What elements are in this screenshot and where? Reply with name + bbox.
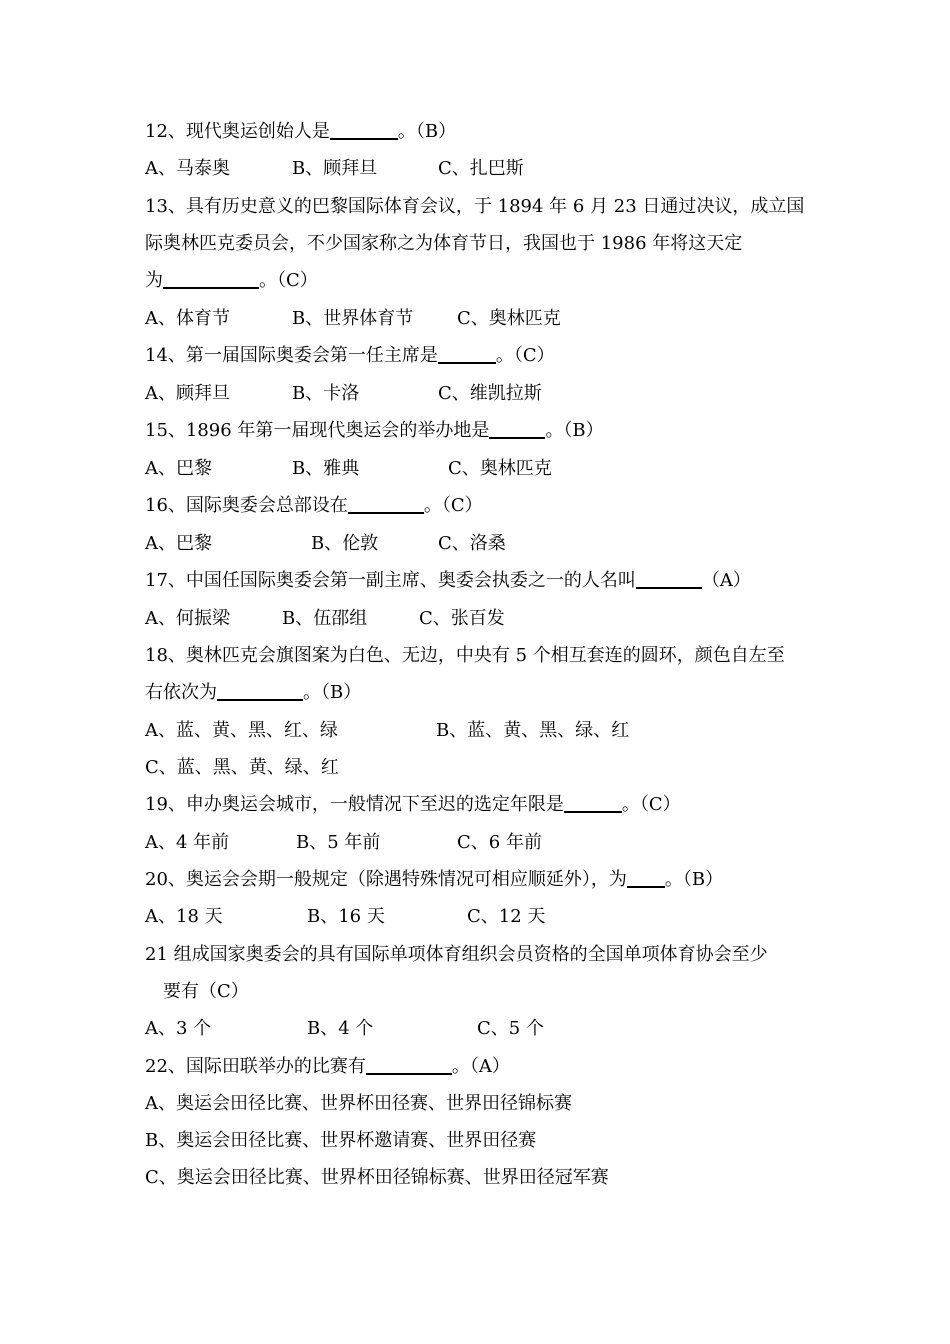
option-c: C、奥林匹克 — [457, 308, 561, 329]
question-20 — [145, 868, 723, 892]
option-b: B、世界体育节 — [292, 308, 414, 329]
answer-blank — [217, 681, 303, 701]
question-12 — [145, 120, 456, 144]
option-a: A、3 个 — [145, 1018, 212, 1039]
question-16 — [145, 494, 483, 518]
question-text: 12、现代奥运创始人是 — [145, 121, 330, 142]
option-b: B、5 年前 — [296, 832, 381, 853]
option-a: A、4 年前 — [145, 832, 230, 853]
option-c: C、洛桑 — [438, 533, 506, 554]
option-a: A、奥运会田径比赛、世界杯田径赛、世界田径锦标赛 — [145, 1093, 572, 1114]
question-14 — [145, 344, 555, 368]
question-18-line-1: 18、奥林匹克会旗图案为白色、无边，中央有 5 个相互套连的圆环，颜色自左至 — [145, 645, 785, 666]
question-13-line-3 — [145, 269, 318, 293]
option-a: A、顾拜旦 — [145, 383, 230, 404]
option-b: B、奥运会田径比赛、世界杯邀请赛、世界田径赛 — [145, 1130, 537, 1151]
option-a: A、体育节 — [145, 308, 230, 329]
question-text: 16、国际奥委会总部设在 — [145, 495, 348, 516]
option-b: B、4 个 — [307, 1018, 374, 1039]
answer-key: 。（B） — [545, 420, 604, 441]
option-c: C、张百发 — [419, 608, 505, 629]
option-c: C、维凯拉斯 — [438, 383, 542, 404]
answer-blank — [330, 120, 398, 140]
answer-key: 。（A） — [451, 1056, 510, 1077]
question-text: 15、1896 年第一届现代奥运会的举办地是 — [145, 420, 490, 441]
option-a: A、马泰奥 — [145, 158, 230, 179]
question-21-line-2: 要有（C） — [163, 981, 249, 1002]
option-b: B、蓝、黄、黑、绿、红 — [436, 720, 630, 741]
option-a: A、蓝、黄、黑、红、绿 — [145, 720, 338, 741]
option-b: B、伦敦 — [311, 533, 379, 554]
option-b: B、顾拜旦 — [292, 158, 378, 179]
question-15 — [145, 419, 604, 443]
question-17 — [145, 569, 751, 593]
option-c: C、奥林匹克 — [448, 458, 552, 479]
question-19 — [145, 793, 681, 817]
option-c: C、5 个 — [477, 1018, 544, 1039]
option-c: C、6 年前 — [457, 832, 542, 853]
answer-key: 。（B） — [303, 682, 362, 703]
answer-key: 。（B） — [664, 869, 724, 890]
question-text: 20、奥运会会期一般规定（除遇特殊情况可相应顺延外），为 — [145, 869, 627, 890]
question-text: 为 — [145, 270, 163, 291]
option-a: A、18 天 — [145, 906, 223, 927]
answer-blank — [348, 494, 424, 514]
answer-key: 。（B） — [397, 121, 457, 142]
option-c: C、扎巴斯 — [438, 158, 524, 179]
answer-blank — [489, 419, 545, 439]
option-a: A、何振梁 — [145, 608, 230, 629]
answer-blank — [627, 868, 665, 888]
answer-blank — [163, 269, 259, 289]
answer-key: 。（C） — [495, 345, 555, 366]
option-a: A、巴黎 — [145, 458, 212, 479]
option-c: C、蓝、黑、黄、绿、红 — [145, 757, 339, 778]
answer-blank — [366, 1055, 452, 1075]
question-22 — [145, 1055, 510, 1079]
option-c: C、奥运会田径比赛、世界杯田径锦标赛、世界田径冠军赛 — [145, 1167, 609, 1188]
question-text: 17、中国任国际奥委会第一副主席、奥委会执委之一的人名叫 — [145, 570, 636, 591]
question-13-line-2: 际奥林匹克委员会，不少国家称之为体育节日，我国也于 1986 年将这天定 — [145, 233, 743, 254]
option-b: B、雅典 — [292, 458, 360, 479]
answer-key: 。（C） — [423, 495, 483, 516]
question-13-line-1: 13、具有历史意义的巴黎国际体育会议，于 1894 年 6 月 23 日通过决议，成立国 — [145, 196, 805, 217]
option-b: B、伍邵组 — [282, 608, 368, 629]
answer-blank — [438, 344, 496, 364]
answer-key: （A） — [701, 570, 751, 591]
question-21-line-1: 21 组成国家奥委会的具有国际单项体育组织会员资格的全国单项体育协会至少 — [145, 944, 768, 965]
question-text: 右依次为 — [145, 682, 217, 703]
option-b: B、16 天 — [307, 906, 385, 927]
option-c: C、12 天 — [467, 906, 546, 927]
question-text: 19、申办奥运会城市，一般情况下至迟的选定年限是 — [145, 794, 564, 815]
answer-key: 。（C） — [259, 270, 318, 291]
question-text: 14、第一届国际奥委会第一任主席是 — [145, 345, 438, 366]
question-18-line-2 — [145, 681, 361, 705]
answer-key: 。（C） — [621, 794, 681, 815]
answer-blank — [636, 569, 702, 589]
option-a: A、巴黎 — [145, 533, 212, 554]
option-b: B、卡洛 — [292, 383, 360, 404]
answer-blank — [564, 793, 622, 813]
question-text: 22、国际田联举办的比赛有 — [145, 1056, 366, 1077]
